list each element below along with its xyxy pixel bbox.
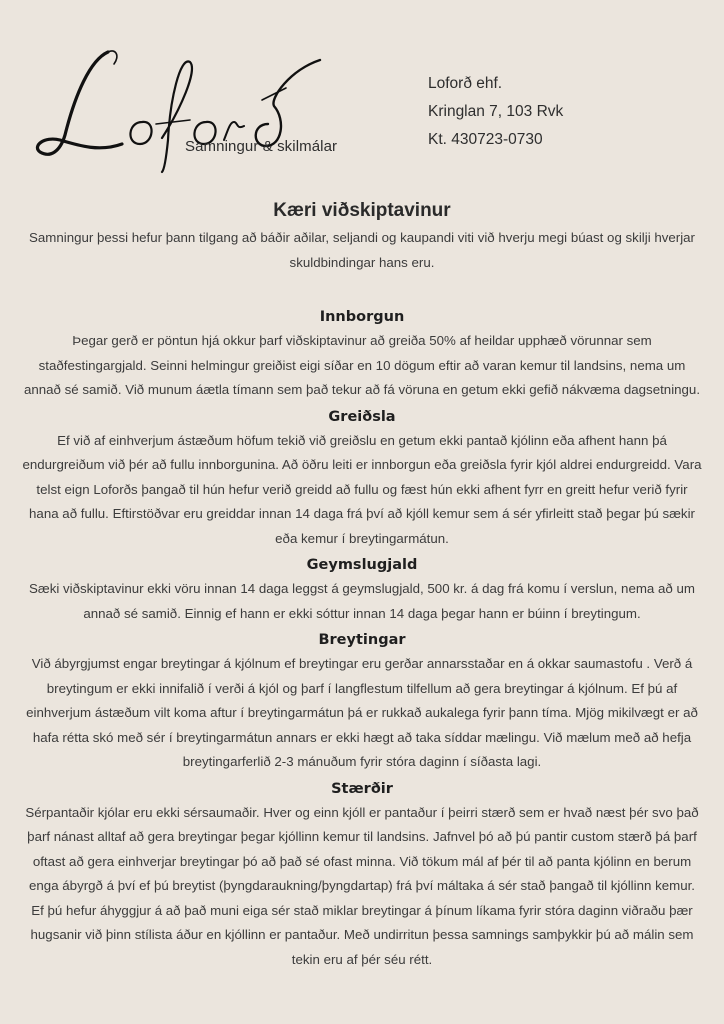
section-heading: Greiðsla xyxy=(328,408,396,425)
section-body: Ef við af einhverjum ástæðum höfum tekið við greiðslu en getum ekki pantað kjólinn eða afhent hann þá endurgreiðum við þér að fullu innborgunina. Að öðru leiti er innborgun eða greiðsla fyrir kjól aldrei endurgreidd. Vara telst eign Loforðs þangað til hún hefur verið greidd að fullu og fæst hún ekki afhent fyrr en greitt hefur verið fyrir hana að fullu. Eftirstöðvar eru greiddar innan 14 daga frá því að kjóll kemur sem á sér yfirleitt stað þegar þú sækir eða kemur í breytingarmátun. xyxy=(22,432,702,546)
section-body: Þegar gerð er pöntun hjá okkur þarf viðskiptavinur að greiða 50% af heildar upphæð vörunnar sem staðfestingargjald. Seinni helmingur greiðist eigi síðar en 10 dögum eftir að varan kemur til landsins, nema um annað sé samið. Við munum áætla tímann sem það tekur að fá vöruna en getum ekki gefið nákvæma dagsetningu. xyxy=(23,333,701,397)
greeting: Kæri viðskiptavinur xyxy=(273,200,451,221)
section-body: Sérpantaðir kjólar eru ekki sérsaumaðir. Hver og einn kjóll er pantaður í þeirri stærð sem er hvað næst þér svo það þarf nánast alltaf að gera breytingar þegar kjóllinn kemur til landsins. Jafnvel þó að þú pantir custom stærð þá þarf oftast að gera einhverjar breytingar þó að það sé ofast minna. Við tökum mál af þér til að panta kjólinn en berum enga ábyrgð á því ef þú breytist (þyngdaraukning/þyngdartap) frá því máltaka á sér stað þangað til kjóllinn kemur. Ef þú hefur áhyggjur á að það muni eiga sér stað miklar breytingar á þínum líkama fyrir stóra daginn viðraðu þær hugsanir við þinn stílista áður en kjóllinn er pantaður. Með undirritun þessa samnings samþykkir þú að málin sem tekin eru af þér séu rétt. xyxy=(25,804,699,967)
section-staerdir xyxy=(22,775,702,973)
section-breytingar xyxy=(22,626,702,775)
company-address: Kringlan 7, 103 Rvk xyxy=(428,103,564,120)
section-geymslugjald xyxy=(22,551,702,626)
section-heading: Breytingar xyxy=(318,632,406,648)
section-body: Sæki viðskiptavinur ekki vöru innan 14 daga leggst á geymslugjald, 500 kr. á dag frá komu í verslun, nema að um annað sé samið. Einnig ef hann er ekki sóttur innan 14 daga þegar hann er búinn í breytingum. xyxy=(29,581,695,621)
section-heading: Stærðir xyxy=(331,780,393,797)
section-heading: Innborgun xyxy=(319,309,405,325)
company-name: Loforð ehf. xyxy=(428,75,503,92)
company-kt: Kt. 430723-0730 xyxy=(428,131,543,148)
intro-paragraph: Samningur þessi hefur þann tilgang að báðir aðilar, seljandi og kaupandi viti við hverju megi búast og skilji hverjar skuldbindingar hans eru. xyxy=(29,230,695,270)
section-innborgun xyxy=(22,303,702,403)
section-heading: Geymslugjald xyxy=(306,557,418,573)
company-info xyxy=(428,70,563,154)
section-greidsla xyxy=(22,403,702,552)
contract-content xyxy=(22,196,702,972)
section-body: Við ábyrgjumst engar breytingar á kjólnum ef breytingar eru gerðar annarsstaðar en á okkar saumastofu . Verð á breytingum er ekki innifalið í verði á kjól og þarf í langflestum tilfellum að gera breytingar á kjólnum. Ef þú af einhverjum ástæðum vilt koma aftur í breytingarmátun þá er rukkað aukalega fyrir þann tíma. Mjög mikilvægt er að hafa rétta skó með sér í breytingarmátun annars er ekki hægt að taka síddar mælingu. Við mælum með að hefja breytingarferlið 2-3 mánuðum fyrir stóra daginn í síðasta lagi. xyxy=(26,656,698,769)
tagline: Samningur & skilmálar xyxy=(185,138,338,155)
